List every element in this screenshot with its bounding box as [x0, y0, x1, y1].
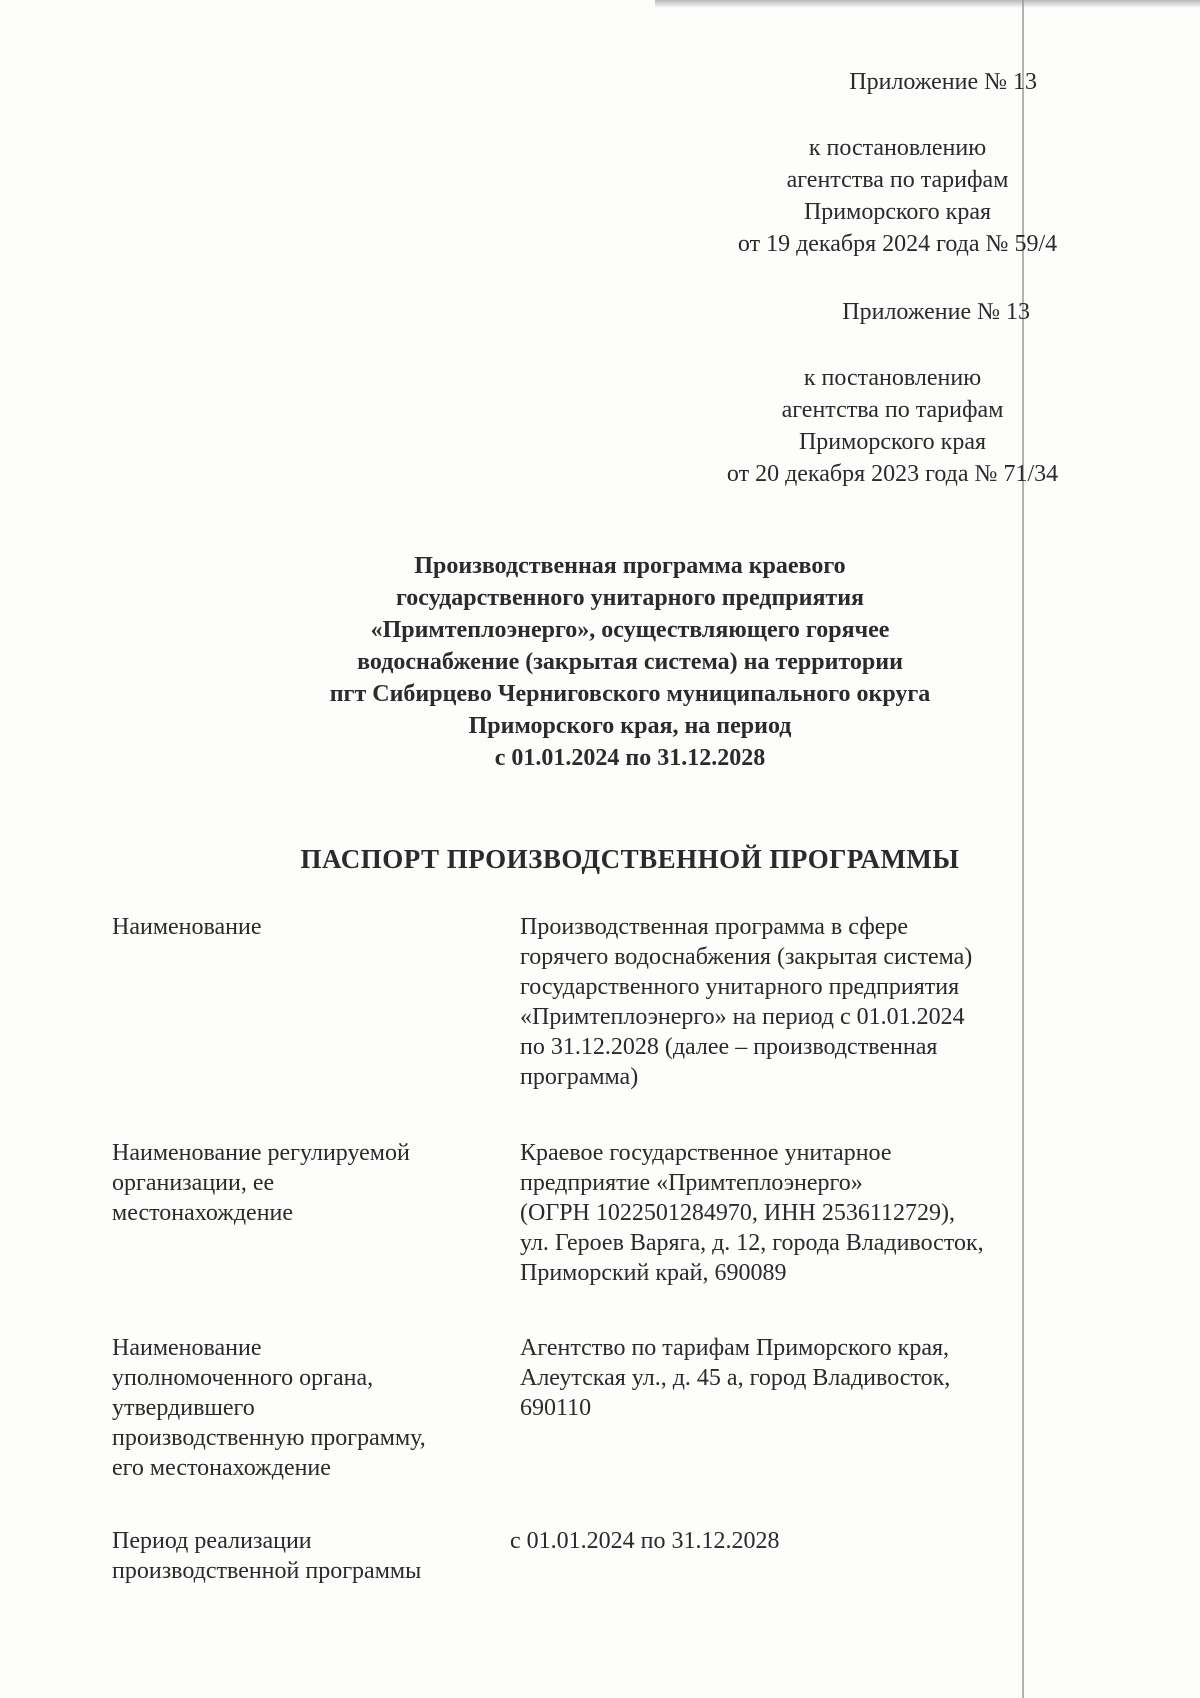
passport-row-label — [112, 912, 492, 942]
label-line: его местонахождение — [112, 1455, 331, 1481]
label-line: местонахождение — [112, 1200, 294, 1226]
annex-line: агентства по тарифам — [781, 397, 1004, 423]
annex-reference-previous — [690, 362, 1095, 490]
value-line: Краевое государственное унитарное — [520, 1140, 892, 1166]
title-line: пгт Сибирцево Черниговского муниципального округа — [329, 681, 931, 707]
annex-line: Приморского края — [803, 199, 992, 225]
passport-row-label — [112, 1138, 492, 1228]
annex-line: от 20 декабря 2023 года № 71/34 — [726, 461, 1059, 487]
passport-row-value — [520, 912, 1080, 1092]
label-line: производственной программы — [112, 1558, 422, 1584]
passport-row-label — [112, 1526, 492, 1586]
annex-line: от 19 декабря 2024 года № 59/4 — [737, 231, 1058, 257]
value-line: горячего водоснабжения (закрытая система) — [520, 944, 973, 970]
value-line: «Примтеплоэнерго» на период с 01.01.2024 — [520, 1004, 965, 1030]
passport-row-value — [520, 1333, 1080, 1423]
document-title — [280, 550, 980, 774]
value-line: Алеутская ул., д. 45 а, город Владивосток, — [520, 1365, 951, 1391]
title-line: водоснабжение (закрытая система) на территории — [357, 649, 903, 675]
passport-row-value — [510, 1526, 1070, 1556]
value-line: предприятие «Примтеплоэнерго» — [520, 1170, 863, 1196]
label-line: Период реализации — [112, 1528, 312, 1554]
title-line: «Примтеплоэнерго», осуществляющего горячее — [370, 617, 890, 643]
value-line: по 31.12.2028 (далее – производственная — [520, 1034, 938, 1060]
value-line: 690110 — [520, 1395, 592, 1421]
annex-number-previous — [842, 296, 1030, 328]
annex-number-text: Приложение № 13 — [849, 69, 1037, 95]
label-line: Наименование — [112, 1335, 262, 1361]
passport-heading: ПАСПОРТ ПРОИЗВОДСТВЕННОЙ ПРОГРАММЫ — [300, 844, 960, 874]
annex-line: к постановлению — [803, 365, 982, 391]
label-line: уполномоченного органа, — [112, 1365, 374, 1391]
value-line: Производственная программа в сфере — [520, 914, 909, 940]
passport-row-value — [520, 1138, 1080, 1288]
annex-line: Приморского края — [798, 429, 987, 455]
annex-number-text: Приложение № 13 — [842, 299, 1030, 325]
scan-edge-artifact — [655, 0, 1200, 8]
title-line: Приморского края, на период — [468, 713, 792, 739]
value-line: программа) — [520, 1064, 639, 1090]
annex-line: к постановлению — [808, 135, 987, 161]
annex-number-current — [849, 66, 1037, 98]
title-line: с 01.01.2024 по 31.12.2028 — [494, 745, 766, 771]
title-line: Производственная программа краевого — [414, 553, 846, 579]
title-line: государственного унитарного предприятия — [395, 585, 865, 611]
value-line: с 01.01.2024 по 31.12.2028 — [510, 1528, 780, 1554]
label-line: производственную программу, — [112, 1425, 426, 1451]
value-line: государственного унитарного предприятия — [520, 974, 960, 1000]
value-line: ул. Героев Варяга, д. 12, города Владивосток, — [520, 1230, 984, 1256]
label-line: Наименование регулируемой — [112, 1140, 410, 1166]
label-line: утвердившего — [112, 1395, 255, 1421]
annex-line: агентства по тарифам — [786, 167, 1009, 193]
value-line: (ОГРН 1022501284970, ИНН 2536112729), — [520, 1200, 955, 1226]
label-line: Наименование — [112, 914, 262, 940]
passport-row-label — [112, 1333, 492, 1483]
annex-reference-current — [700, 132, 1095, 260]
label-line: организации, ее — [112, 1170, 275, 1196]
value-line: Агентство по тарифам Приморского края, — [520, 1335, 950, 1361]
value-line: Приморский край, 690089 — [520, 1260, 787, 1286]
